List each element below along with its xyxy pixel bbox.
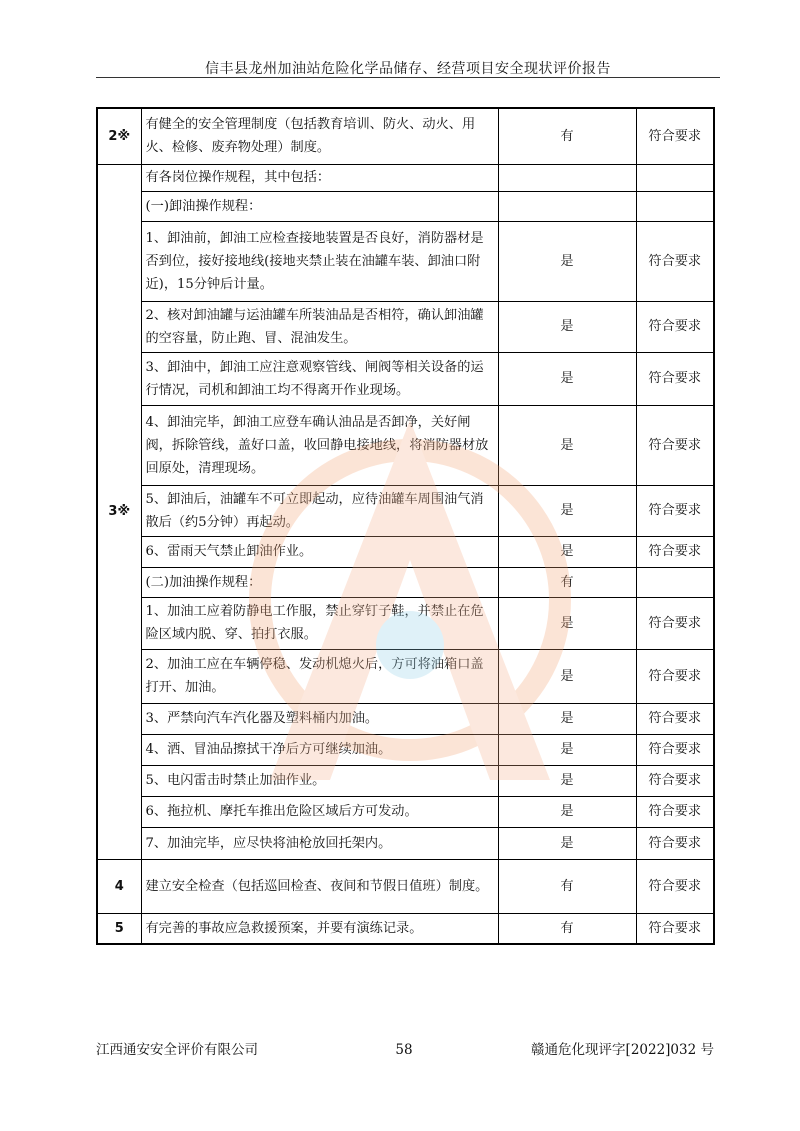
table-row: [97, 567, 714, 597]
item-conclusion: 符合要求: [636, 734, 714, 765]
item-conclusion: 符合要求: [636, 221, 714, 301]
item-result: 是: [498, 649, 636, 703]
item-number: 4: [97, 859, 141, 913]
table-row: [97, 221, 714, 301]
item-description: 5、电闪雷击时禁止加油作业。: [141, 765, 498, 796]
table-row: [97, 352, 714, 405]
item-description: 4、洒、冒油品擦拭干净后方可继续加油。: [141, 734, 498, 765]
table-row: [97, 301, 714, 352]
table-row: [97, 649, 714, 703]
table-row: [97, 859, 714, 913]
item-conclusion: 符合要求: [636, 765, 714, 796]
item-conclusion: [636, 191, 714, 221]
item-result: 是: [498, 827, 636, 859]
item-description: 有各岗位操作规程，其中包括：: [141, 164, 498, 191]
footer-document-number: 赣通危化现评字[2022]032 号: [531, 1042, 714, 1058]
item-result: 是: [498, 536, 636, 567]
table-row: [97, 164, 714, 191]
item-description: 2、加油工应在车辆停稳、发动机熄火后，方可将油箱口盖打开、加油。: [141, 649, 498, 703]
table-row: [97, 108, 714, 164]
item-description: 7、加油完毕，应尽快将油枪放回托架内。: [141, 827, 498, 859]
item-description: 6、拖拉机、摩托车推出危险区域后方可发动。: [141, 796, 498, 827]
section-heading: (一)卸油操作规程：: [141, 191, 498, 221]
item-result: [498, 164, 636, 191]
section-heading: (二)加油操作规程：: [141, 567, 498, 597]
table-row: [97, 827, 714, 859]
safety-checklist-table: [96, 107, 715, 945]
table-row: [97, 536, 714, 567]
item-conclusion: 符合要求: [636, 649, 714, 703]
item-result: 是: [498, 405, 636, 485]
footer-company: 江西通安安全评价有限公司: [96, 1042, 258, 1058]
item-conclusion: 符合要求: [636, 796, 714, 827]
item-result: 是: [498, 796, 636, 827]
item-result: 是: [498, 485, 636, 536]
item-result: 有: [498, 567, 636, 597]
item-description: 5、卸油后，油罐车不可立即起动，应待油罐车周围油气消散后（约5分钟）再起动。: [141, 485, 498, 536]
table-row: [97, 796, 714, 827]
item-description: 建立安全检查（包括巡回检查、夜间和节假日值班）制度。: [141, 859, 498, 913]
item-description: 1、卸油前，卸油工应检查接地装置是否良好，消防器材是否到位，接好接地线(接地夹禁止装在油罐车装、卸油口附近)，15分钟后计量。: [141, 221, 498, 301]
item-result: 是: [498, 734, 636, 765]
item-description: 有健全的安全管理制度（包括教育培训、防火、动火、用火、检修、废弃物处理）制度。: [141, 108, 498, 164]
item-conclusion: 符合要求: [636, 485, 714, 536]
item-description: 3、卸油中，卸油工应注意观察管线、闸阀等相关设备的运行情况，司机和卸油工均不得离开作业现场。: [141, 352, 498, 405]
item-conclusion: [636, 164, 714, 191]
item-number: 2※: [97, 108, 141, 164]
item-conclusion: 符合要求: [636, 913, 714, 944]
item-number: 3※: [97, 164, 141, 859]
item-result: [498, 191, 636, 221]
item-conclusion: [636, 567, 714, 597]
item-conclusion: 符合要求: [636, 703, 714, 734]
item-description: 3、严禁向汽车汽化器及塑料桶内加油。: [141, 703, 498, 734]
item-conclusion: 符合要求: [636, 827, 714, 859]
item-conclusion: 符合要求: [636, 536, 714, 567]
item-result: 是: [498, 221, 636, 301]
item-conclusion: 符合要求: [636, 108, 714, 164]
table-row: [97, 485, 714, 536]
item-description: 2、核对卸油罐与运油罐车所装油品是否相符，确认卸油罐的空容量，防止跑、冒、混油发生。: [141, 301, 498, 352]
item-result: 是: [498, 597, 636, 649]
item-conclusion: 符合要求: [636, 405, 714, 485]
table-row: [97, 913, 714, 944]
header-rule: [96, 77, 720, 78]
item-result: 是: [498, 765, 636, 796]
item-result: 有: [498, 108, 636, 164]
item-number: 5: [97, 913, 141, 944]
item-result: 有: [498, 859, 636, 913]
item-result: 是: [498, 301, 636, 352]
table-row: [97, 191, 714, 221]
page-header: 信丰县龙州加油站危险化学品储存、经营项目安全现状评价报告: [205, 61, 611, 77]
page-number: 58: [395, 1042, 413, 1058]
item-conclusion: 符合要求: [636, 352, 714, 405]
item-result: 有: [498, 913, 636, 944]
item-result: 是: [498, 703, 636, 734]
table-row: [97, 597, 714, 649]
table-row: [97, 765, 714, 796]
table-row: [97, 405, 714, 485]
item-description: 6、雷雨天气禁止卸油作业。: [141, 536, 498, 567]
item-description: 1、加油工应着防静电工作服，禁止穿钉子鞋，并禁止在危险区域内脱、穿、拍打衣服。: [141, 597, 498, 649]
item-conclusion: 符合要求: [636, 301, 714, 352]
table-row: [97, 734, 714, 765]
table-row: [97, 703, 714, 734]
item-description: 4、卸油完毕，卸油工应登车确认油品是否卸净，关好闸阀，拆除管线，盖好口盖，收回静电接地线，将消防器材放回原处，清理现场。: [141, 405, 498, 485]
item-result: 是: [498, 352, 636, 405]
item-conclusion: 符合要求: [636, 859, 714, 913]
item-description: 有完善的事故应急救援预案，并要有演练记录。: [141, 913, 498, 944]
item-conclusion: 符合要求: [636, 597, 714, 649]
